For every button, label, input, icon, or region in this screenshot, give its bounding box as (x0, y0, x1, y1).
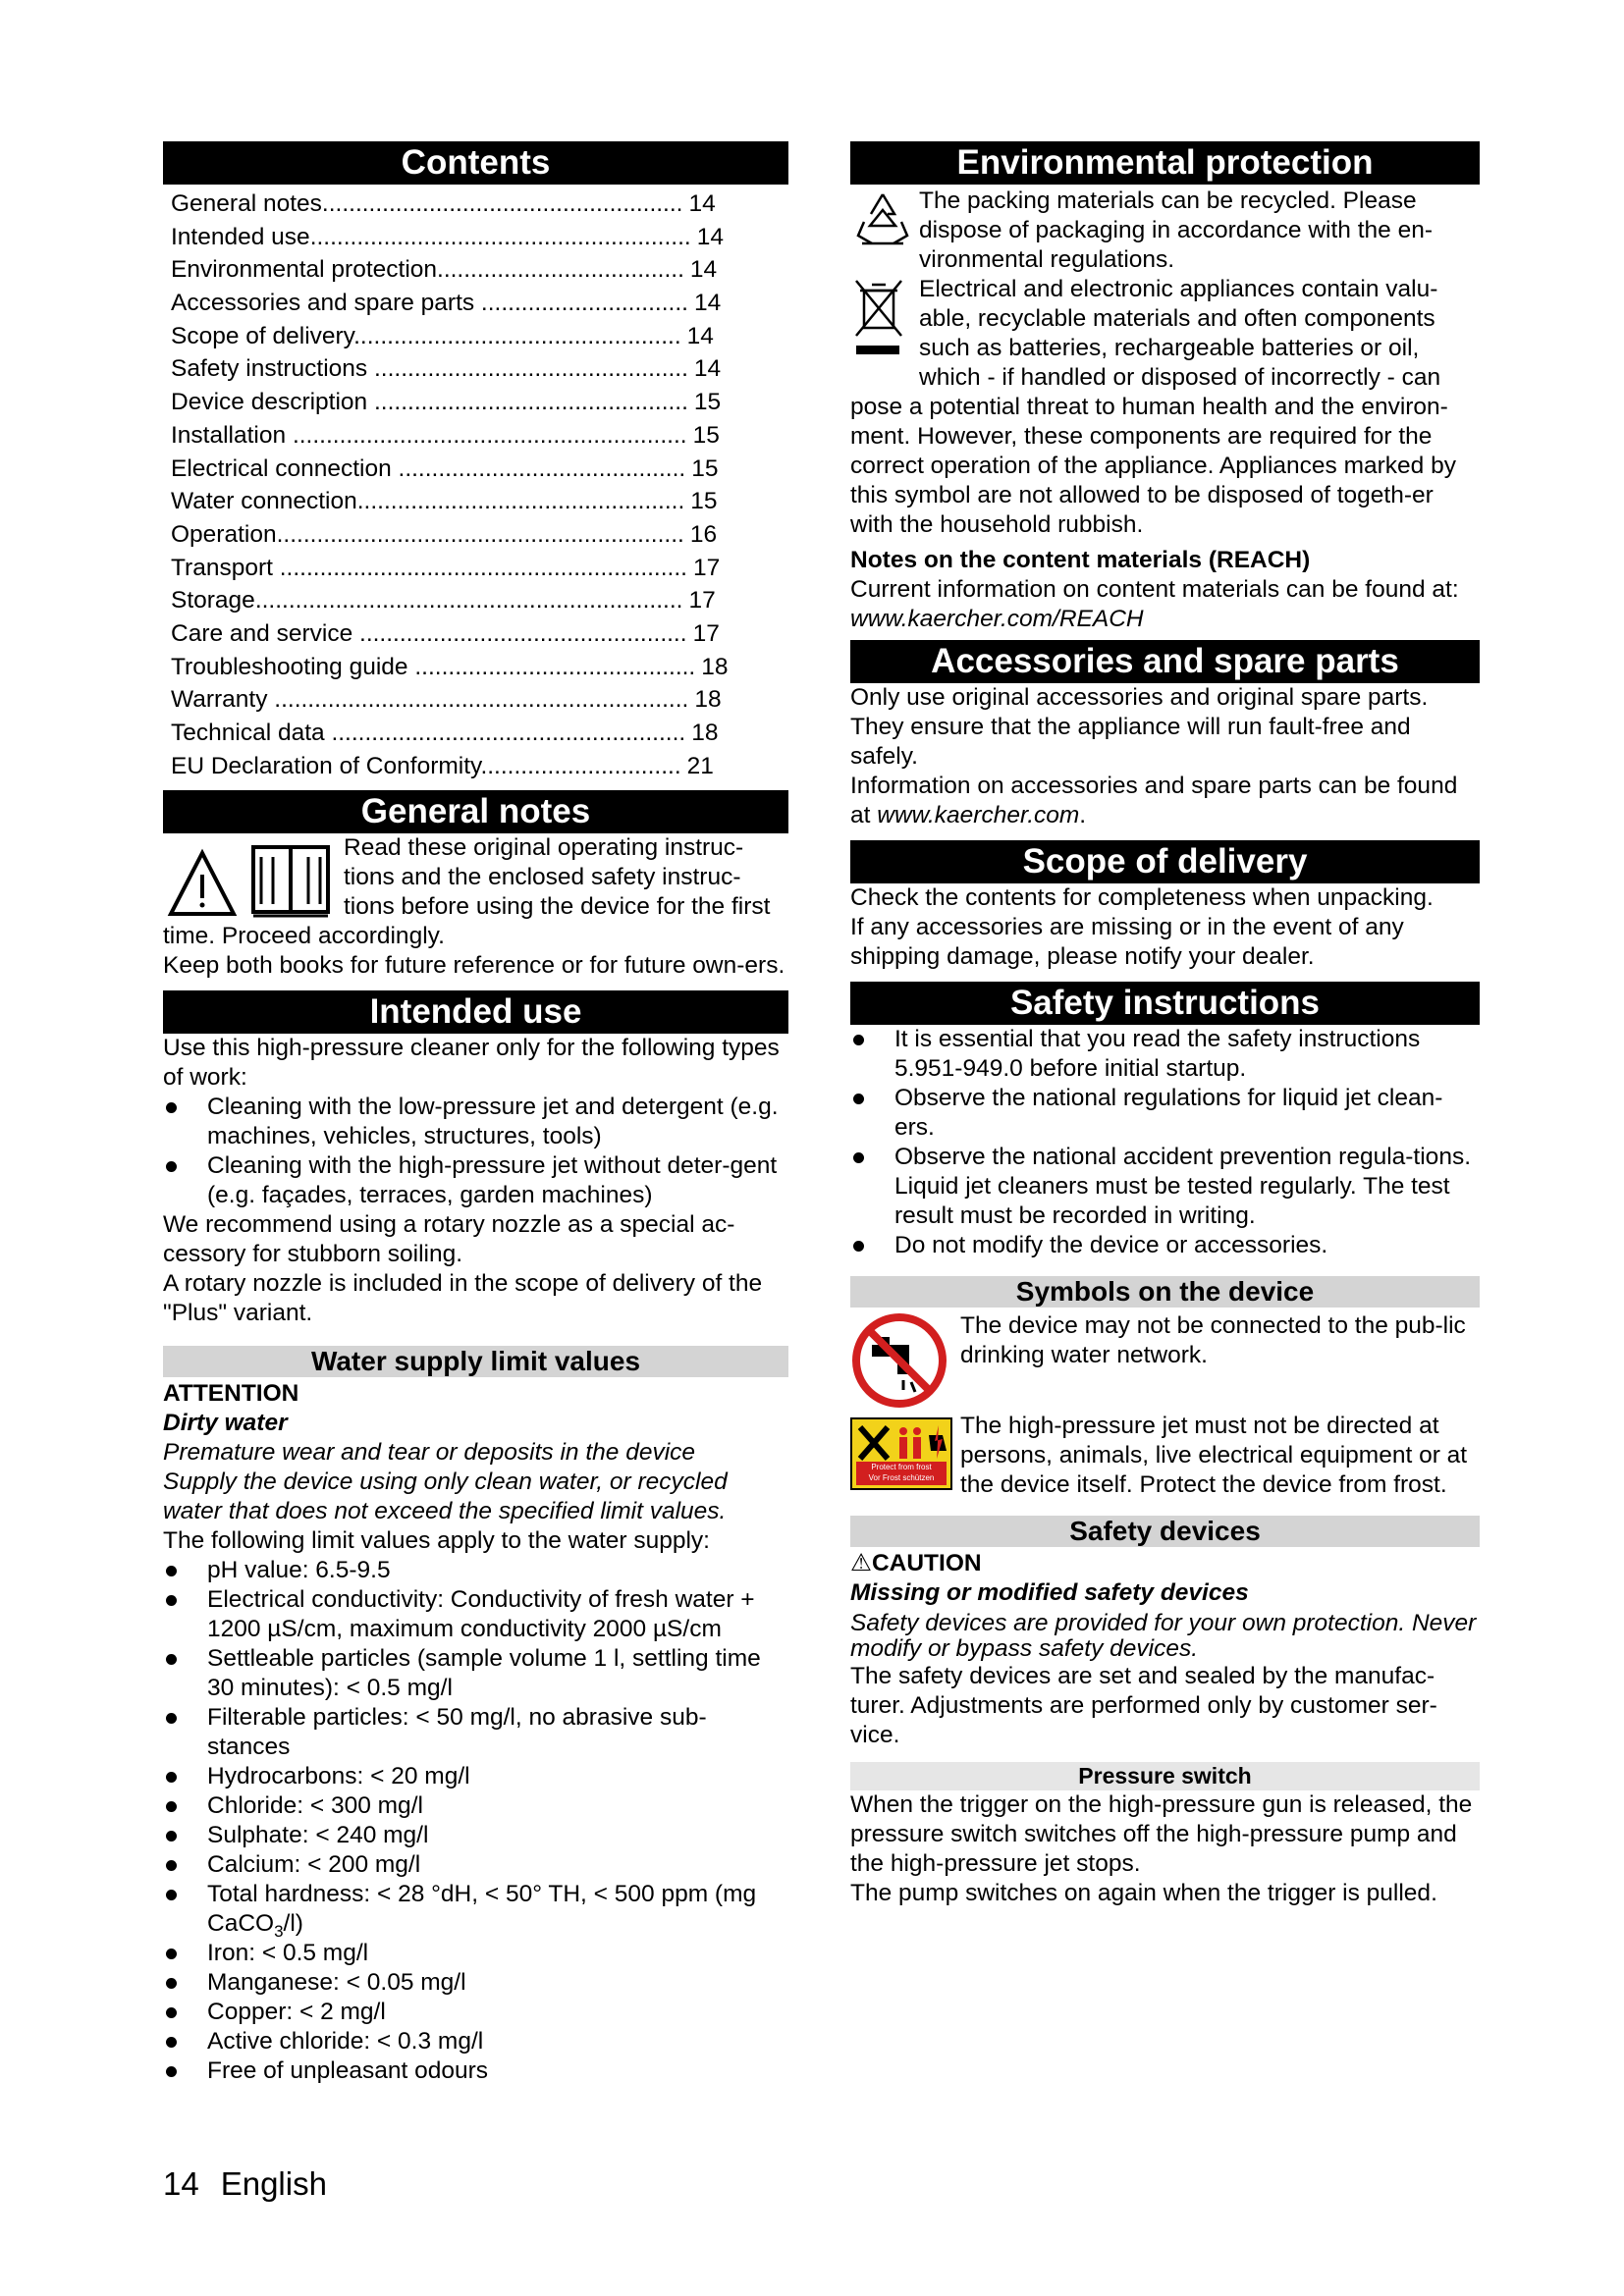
toc-dots: ...................................................... (321, 190, 683, 217)
toc-dots: ................................................. (356, 488, 685, 515)
pressure-switch-text-1: When the trigger on the high-pressure gun is released, the pressure switch switches off the high-pressure pump and the high-pressure jet stops. (850, 1791, 1473, 1877)
high-pressure-warning-icon (850, 1412, 960, 1500)
list-item: Cleaning with the low-pressure jet and detergent (e.g. machines, vehicles, structures, tools) (163, 1093, 788, 1151)
toc-label: Intended use (171, 223, 310, 250)
toc-dots: ........................................... (391, 454, 686, 482)
packing-line-2: dispose of packaging in accordance with the en- (919, 217, 1433, 243)
reach-link[interactable]: www.kaercher.com/REACH (850, 606, 1144, 632)
toc-dots: ................................................. (352, 619, 687, 647)
toc-label: Technical data (171, 720, 325, 746)
crossed-bin-icon (850, 275, 919, 393)
toc-dots: .............................................................. (267, 686, 689, 714)
footer-language: English (220, 2165, 327, 2202)
attention-label: ATTENTION (163, 1380, 299, 1408)
toc-dots: ................................................. (353, 322, 681, 349)
symbols-heading: Symbols on the device (850, 1276, 1480, 1308)
toc-entry[interactable] (171, 552, 788, 585)
reach-text: Current information on content materials can be found at: (850, 576, 1459, 603)
toc-dots: ................................................................ (254, 587, 683, 614)
general-notes-keep: Keep both books for future reference or for future own-ers. (163, 952, 785, 980)
weee-cont: pose a potential threat to human health and the environ-ment. However, these components are required for the correct operation of the appliance. Appliances marked by this symbol are not allowed to be disposed of togeth-er with the household rubbish. (850, 394, 1456, 538)
list-item: Electrical conductivity: Conductivity of fresh water + 1200 µS/cm, maximum conductivity 2000 µS/cm (163, 1585, 788, 1644)
toc-page: 15 (693, 389, 722, 416)
toc-entry[interactable] (171, 485, 788, 518)
environmental-heading: Environmental protection (850, 141, 1480, 185)
general-notes-line-1: Read these original operating instruc- (344, 834, 744, 862)
accessories-paragraph (850, 772, 1480, 830)
toc-dots: .............................. (480, 752, 681, 779)
list-item: Observe the national regulations for liquid jet clean-ers. (850, 1084, 1480, 1143)
toc-entry[interactable] (171, 253, 788, 287)
list-item: Free of unpleasant odours (163, 2056, 788, 2086)
safety-devices-warning: Safety devices are provided for your own protection. Never modify or bypass safety devices. (850, 1610, 1477, 1662)
caution-text: CAUTION (871, 1550, 982, 1576)
intended-use-rotary: A rotary nozzle is included in the scope of delivery of the "Plus" variant. (163, 1270, 763, 1327)
safety-heading: Safety instructions (850, 982, 1480, 1025)
toc-label: EU Declaration of Conformity (171, 752, 481, 779)
frost-label-de: Vor Frost schützen (868, 1473, 935, 1482)
list-item: Hydrocarbons: < 20 mg/l (163, 1762, 788, 1791)
accessories-text-1: Only use original accessories and original spare parts. They ensure that the appliance will run fault-free and safely. (850, 684, 1429, 770)
toc-entry[interactable] (171, 187, 788, 221)
toc-page: 18 (691, 720, 719, 746)
scope-heading: Scope of delivery (850, 840, 1480, 883)
hardness-unit: /l) (283, 1910, 303, 1938)
list-item: pH value: 6.5-9.5 (163, 1556, 788, 1585)
safety-list (850, 1025, 1480, 1260)
list-item: Do not modify the device or accessories. (850, 1231, 1480, 1260)
water-warning-1: Premature wear and tear or deposits in the device (163, 1439, 696, 1467)
packing-block (850, 187, 1480, 275)
page-number: 14 (163, 2165, 199, 2202)
accessories-heading: Accessories and spare parts (850, 640, 1480, 683)
intended-use-intro: Use this high-pressure cleaner only for the following types of work: (163, 1035, 780, 1092)
toc-entry[interactable] (171, 419, 788, 453)
intended-use-recommend: We recommend using a rotary nozzle as a special ac-cessory for stubborn soiling. (163, 1211, 735, 1268)
toc-label: Warranty (171, 686, 268, 714)
toc-label: Accessories and spare parts (171, 290, 475, 317)
right-column (850, 141, 1480, 1908)
caution-label (850, 1549, 1480, 1578)
general-notes-cont: time. Proceed accordingly. (163, 923, 445, 950)
toc-dots: ............................................... (367, 355, 688, 383)
toc-label: Environmental protection (171, 256, 438, 284)
frost-label-en: Protect from frost (871, 1463, 932, 1471)
toc-label: Transport (171, 554, 273, 581)
list-item: It is essential that you read the safety instructions 5.951-949.0 before initial startup. (850, 1025, 1480, 1084)
accessories-tail: . (1079, 802, 1087, 828)
pressure-switch-text-2: The pump switches on again when the trigger is pulled. (850, 1880, 1437, 1906)
weee-line-2: able, recyclable materials and often components (919, 305, 1435, 332)
toc-page: 14 (688, 190, 716, 217)
pressure-switch-heading: Pressure switch (850, 1762, 1480, 1790)
toc-entry[interactable] (171, 683, 788, 717)
toc-dots: ............................................................. (276, 520, 684, 548)
toc-label: Water connection (171, 488, 357, 515)
toc-label: Operation (171, 520, 277, 548)
toc-entry[interactable] (171, 453, 788, 486)
toc-label: Installation (171, 421, 287, 449)
toc-page: 15 (690, 488, 718, 515)
toc-dots: ............................................................. (272, 554, 687, 581)
left-column (163, 141, 788, 2086)
safety-devices-hazard: Missing or modified safety devices (850, 1579, 1249, 1606)
toc-dots: ..................................................... (324, 720, 686, 746)
toc-entry[interactable] (171, 287, 788, 320)
water-limits-list (163, 1556, 788, 2086)
toc-entry[interactable] (171, 352, 788, 386)
list-item: Cleaning with the high-pressure jet without deter-gent (e.g. façades, terraces, garden machines) (163, 1151, 788, 1210)
caution-triangle-icon: ⚠ (850, 1550, 872, 1576)
toc-dots: ..................................... (437, 256, 684, 284)
weee-line-1: Electrical and electronic appliances contain valu- (919, 276, 1438, 302)
contents-heading: Contents (163, 141, 788, 185)
toc-page: 18 (701, 653, 729, 680)
toc-entry[interactable] (171, 651, 788, 684)
list-item: Copper: < 2 mg/l (163, 1998, 788, 2027)
toc-label: General notes (171, 190, 322, 217)
list-item: Settleable particles (sample volume 1 l, settling time 30 minutes): < 0.5 mg/l (163, 1644, 788, 1703)
safety-devices-heading: Safety devices (850, 1516, 1480, 1547)
packing-line-3: vironmental regulations. (919, 246, 1175, 273)
no-drinking-water-icon (850, 1311, 960, 1412)
recycle-icon (850, 187, 919, 275)
toc-label: Troubleshooting guide (171, 653, 408, 680)
toc-entry[interactable] (171, 518, 788, 552)
list-item: Active chloride: < 0.3 mg/l (163, 2027, 788, 2056)
toc-page: 14 (689, 256, 718, 284)
accessories-text-2: Information on accessories and spare parts can be found at (850, 773, 1458, 828)
reach-title: Notes on the content materials (REACH) (850, 547, 1311, 573)
toc-page: 18 (694, 686, 722, 714)
toc-dots: .......................................... (407, 653, 696, 680)
toc-entry[interactable] (171, 320, 788, 353)
toc-entry[interactable] (171, 386, 788, 419)
toc-dots: ............................... (474, 290, 688, 317)
symbol-2-block (850, 1412, 1480, 1500)
list-item-hardness (163, 1880, 788, 1942)
toc-page: 17 (692, 554, 721, 581)
symbol-1-block (850, 1311, 1480, 1412)
symbol-2-text: The high-pressure jet must not be directed at persons, animals, live electrical equipment or at the device itself. Protect the device from frost. (960, 1413, 1468, 1498)
toc-page: 14 (686, 322, 714, 349)
toc-dots: ......................................................... (309, 223, 691, 250)
toc-dots: ............................................... (367, 389, 688, 416)
toc-page: 16 (689, 520, 718, 548)
reach-paragraph (850, 575, 1480, 634)
list-item: Calcium: < 200 mg/l (163, 1850, 788, 1880)
weee-line-3: such as batteries, rechargeable batteries or oil, (919, 335, 1420, 361)
dirty-water-hazard: Dirty water (163, 1410, 288, 1437)
toc-label: Device description (171, 389, 368, 416)
general-notes-heading: General notes (163, 790, 788, 833)
intended-use-list (163, 1093, 788, 1210)
toc-entry[interactable] (171, 221, 788, 254)
water-supply-heading: Water supply limit values (163, 1346, 788, 1377)
toc-page: 17 (688, 587, 716, 614)
toc-label: Electrical connection (171, 454, 392, 482)
safety-devices-text: The safety devices are set and sealed by the manufac-turer. Adjustments are performed only by customer ser-vice. (850, 1663, 1437, 1748)
toc-page: 15 (691, 454, 719, 482)
list-item: Iron: < 0.5 mg/l (163, 1939, 788, 1968)
toc-label: Safety instructions (171, 355, 368, 383)
toc-page: 17 (692, 619, 720, 647)
toc-page: 14 (693, 290, 722, 317)
toc-label: Care and service (171, 619, 353, 647)
weee-line-4: which - if handled or disposed of incorrectly - can (919, 364, 1441, 391)
toc-label: Storage (171, 587, 255, 614)
hardness-text: Total hardness: < 28 °dH, < 50° TH, < 500 ppm (mg CaCO (207, 1881, 757, 1938)
kaercher-link[interactable]: www.kaercher.com (877, 802, 1080, 828)
toc-page: 15 (692, 421, 720, 449)
toc-dots: ........................................................... (286, 421, 687, 449)
symbol-1-text: The device may not be connected to the pub-lic drinking water network. (960, 1312, 1466, 1368)
list-item: Manganese: < 0.05 mg/l (163, 1968, 788, 1998)
toc-page: 14 (693, 355, 722, 383)
warning-book-icon (163, 833, 340, 922)
table-of-contents (163, 187, 788, 782)
hardness-subscript: 3 (274, 1922, 284, 1942)
water-warning-2: Supply the device using only clean water, or recycled water that does not exceed the specified limit values. (163, 1468, 728, 1525)
weee-block (850, 275, 1480, 393)
water-intro: The following limit values apply to the water supply: (163, 1527, 710, 1555)
toc-label: Scope of delivery (171, 322, 354, 349)
intended-use-heading: Intended use (163, 990, 788, 1034)
list-item: Observe the national accident prevention regula-tions. Liquid jet cleaners must be tested regularly. The test result must be recorded in writing. (850, 1143, 1480, 1231)
toc-entry[interactable] (171, 584, 788, 617)
page-footer (163, 2164, 349, 2204)
toc-entry[interactable] (171, 750, 788, 783)
scope-text-1: Check the contents for completeness when unpacking. (850, 884, 1434, 911)
general-notes-block (163, 833, 788, 922)
toc-page: 21 (686, 752, 714, 779)
list-item: Filterable particles: < 50 mg/l, no abrasive sub-stances (163, 1703, 788, 1762)
scope-text-2: If any accessories are missing or in the event of any shipping damage, please notify your dealer. (850, 914, 1404, 970)
list-item: Sulphate: < 240 mg/l (163, 1821, 788, 1850)
general-notes-line-3: tions before using the device for the first (344, 893, 771, 921)
packing-line-1: The packing materials can be recycled. Please (919, 187, 1417, 214)
toc-entry[interactable] (171, 717, 788, 750)
toc-entry[interactable] (171, 617, 788, 651)
general-notes-line-2: tions and the enclosed safety instruc- (344, 864, 741, 891)
toc-page: 14 (696, 223, 724, 250)
list-item: Chloride: < 300 mg/l (163, 1791, 788, 1821)
